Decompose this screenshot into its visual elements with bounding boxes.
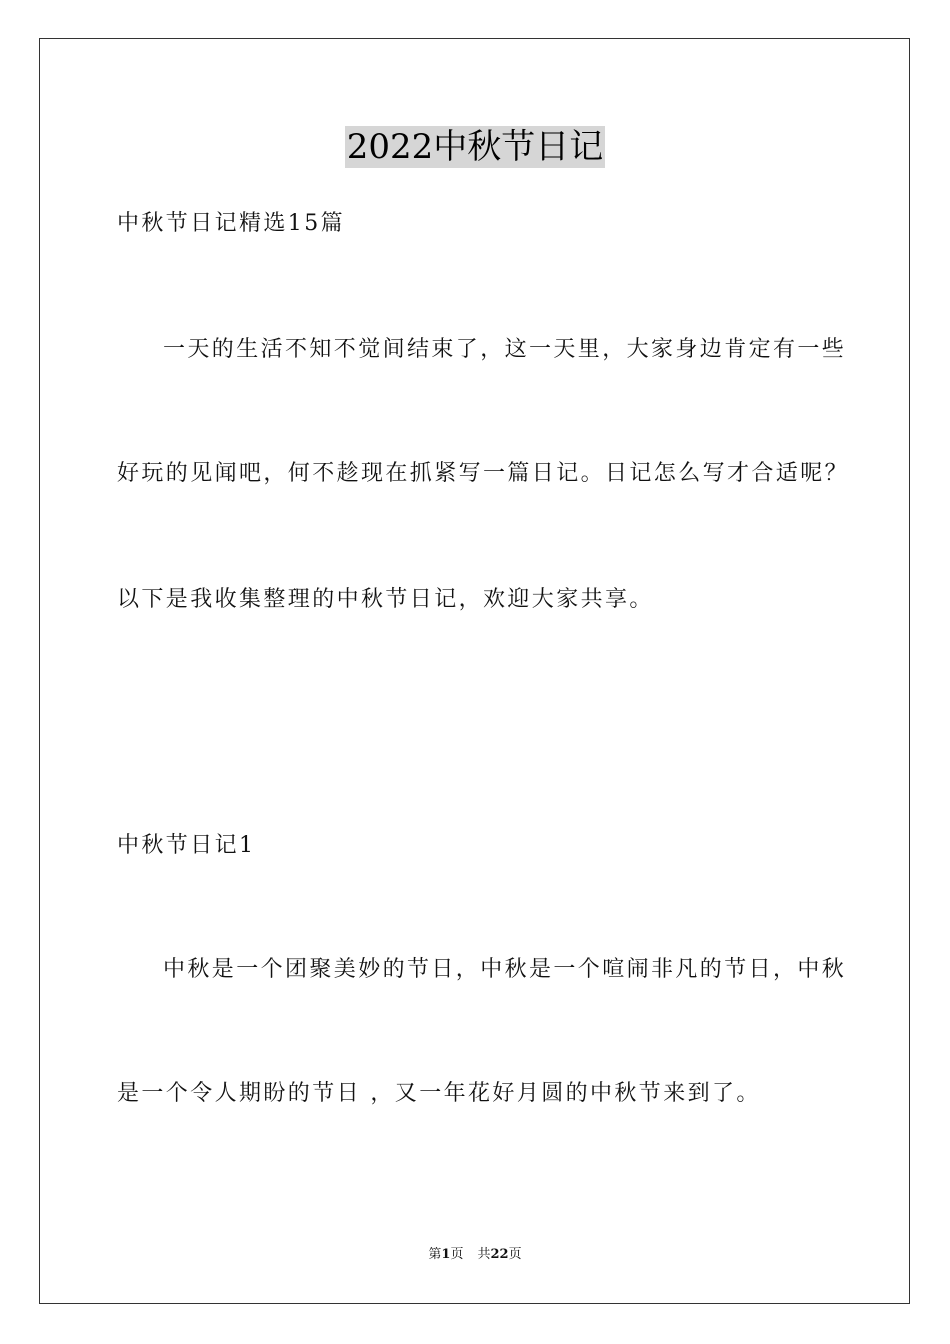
footer-page-number: 1 bbox=[441, 1247, 451, 1262]
paragraph-line: 好玩的见闻吧，何不趁现在抓紧写一篇日记。日记怎么写才合适呢？ bbox=[117, 461, 850, 486]
title-container bbox=[0, 126, 950, 168]
footer-total-pages: 22 bbox=[490, 1247, 509, 1262]
footer-page-suffix: 页 bbox=[450, 1247, 464, 1262]
document-title: 2022中秋节日记 bbox=[346, 127, 604, 167]
page-footer bbox=[0, 1246, 950, 1264]
footer-page-prefix: 第 bbox=[428, 1247, 442, 1262]
section-heading: 中秋节日记1 bbox=[117, 833, 256, 858]
paragraph-line: 以下是我收集整理的中秋节日记，欢迎大家共享。 bbox=[117, 587, 654, 612]
footer-total-suffix: 页 bbox=[508, 1247, 522, 1262]
document-subtitle: 中秋节日记精选15篇 bbox=[117, 211, 345, 236]
footer-total-prefix: 共 bbox=[477, 1247, 491, 1262]
paragraph-line: 一天的生活不知不觉间结束了，这一天里，大家身边肯定有一些 bbox=[163, 337, 847, 362]
paragraph-line: 是一个令人期盼的节日 ，又一年花好月圆的中秋节来到了。 bbox=[117, 1081, 761, 1106]
paragraph-line: 中秋是一个团聚美妙的节日，中秋是一个喧闹非凡的节日，中秋 bbox=[163, 957, 847, 982]
